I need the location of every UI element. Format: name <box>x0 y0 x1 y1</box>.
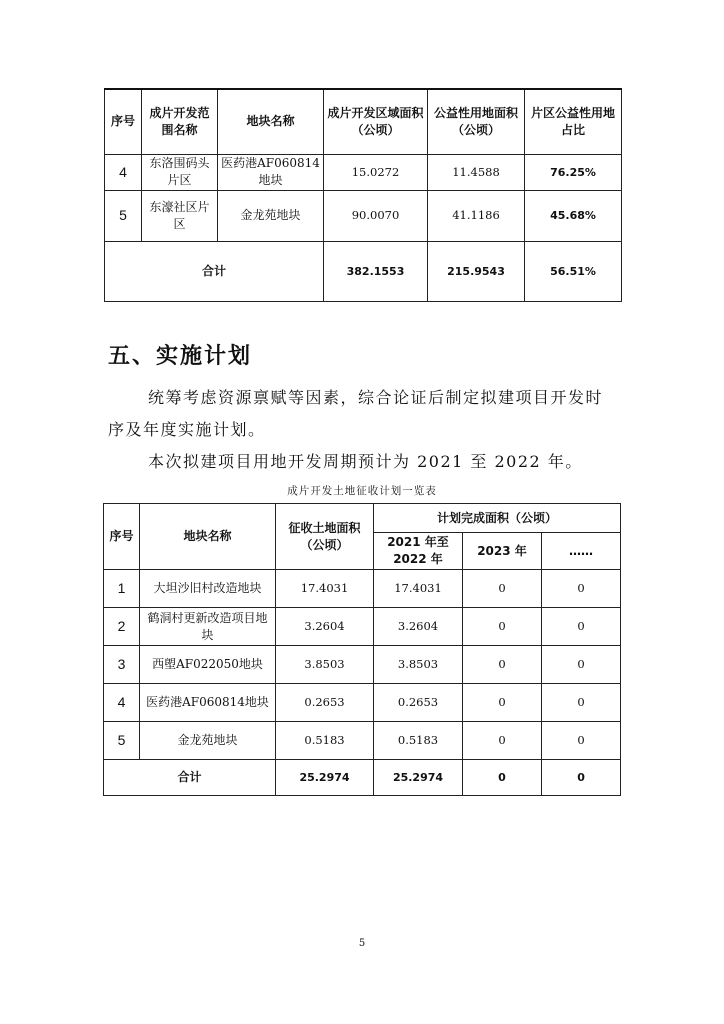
header-acquire-area: 征收土地面积（公顷） <box>276 504 374 570</box>
header-ratio: 片区公益性用地占比 <box>525 89 622 154</box>
row-index: 4 <box>105 154 142 190</box>
row-index: 4 <box>104 684 140 722</box>
table-row <box>104 646 621 684</box>
row-more: 0 <box>542 646 621 684</box>
table-row <box>104 684 621 722</box>
row-total-area: 15.0272 <box>324 154 428 190</box>
header-plan-group: 计划完成面积（公顷） <box>374 504 621 533</box>
row-more: 0 <box>542 722 621 760</box>
table-caption: 成片开发土地征收计划一览表 <box>287 485 437 497</box>
row-plot-name: 医药港AF060814地块 <box>218 154 324 190</box>
row-plot-name: 鹤洞村更新改造项目地块 <box>140 608 276 646</box>
row-acquire-area: 17.4031 <box>276 570 374 608</box>
development-area-table <box>104 88 622 302</box>
row-plot-name: 金龙苑地块 <box>140 722 276 760</box>
row-2023: 0 <box>463 608 542 646</box>
row-2023: 0 <box>463 722 542 760</box>
row-index: 2 <box>104 608 140 646</box>
row-public-area: 41.1186 <box>428 190 525 241</box>
row-more: 0 <box>542 570 621 608</box>
total-2021-2022: 25.2974 <box>374 760 463 796</box>
row-index: 5 <box>104 722 140 760</box>
header-area-name: 成片开发范围名称 <box>142 89 218 154</box>
total-2023: 0 <box>463 760 542 796</box>
table-row <box>104 570 621 608</box>
table-row <box>104 722 621 760</box>
row-ratio: 76.25% <box>525 154 622 190</box>
total-row <box>104 760 621 796</box>
row-public-area: 11.4588 <box>428 154 525 190</box>
page-number: 5 <box>358 938 366 949</box>
row-2021-2022: 3.8503 <box>374 646 463 684</box>
row-ratio: 45.68% <box>525 190 622 241</box>
table-row <box>105 190 622 241</box>
row-area-name: 东濠社区片区 <box>142 190 218 241</box>
total-acquire-area: 25.2974 <box>276 760 374 796</box>
total-label: 合计 <box>105 241 324 301</box>
table-header-row <box>105 89 622 154</box>
row-more: 0 <box>542 684 621 722</box>
header-2021-2022: 2021 年至 2022 年 <box>374 533 463 570</box>
row-acquire-area: 3.2604 <box>276 608 374 646</box>
row-2023: 0 <box>463 646 542 684</box>
row-index: 3 <box>104 646 140 684</box>
row-acquire-area: 0.5183 <box>276 722 374 760</box>
row-total-area: 90.0070 <box>324 190 428 241</box>
row-2021-2022: 0.5183 <box>374 722 463 760</box>
row-2021-2022: 17.4031 <box>374 570 463 608</box>
total-public-area: 215.9543 <box>428 241 525 301</box>
paragraph: 统筹考虑资源禀赋等因素，综合论证后制定拟建项目开发时序及年度实施计划。 <box>108 388 604 439</box>
row-2023: 0 <box>463 570 542 608</box>
total-label: 合计 <box>104 760 276 796</box>
row-2021-2022: 0.2653 <box>374 684 463 722</box>
row-2023: 0 <box>463 684 542 722</box>
paragraph: 本次拟建项目用地开发周期预计为 2021 至 2022 年。 <box>148 452 583 471</box>
row-plot-name: 大坦沙旧村改造地块 <box>140 570 276 608</box>
header-2023: 2023 年 <box>463 533 542 570</box>
row-index: 5 <box>105 190 142 241</box>
header-plot-name: 地块名称 <box>218 89 324 154</box>
header-plot-name: 地块名称 <box>140 504 276 570</box>
section-title: 五、实施计划 <box>108 344 253 369</box>
header-index: 序号 <box>104 504 140 570</box>
row-plot-name: 西塱AF022050地块 <box>140 646 276 684</box>
row-acquire-area: 3.8503 <box>276 646 374 684</box>
table-header-row <box>104 504 621 533</box>
row-plot-name: 金龙苑地块 <box>218 190 324 241</box>
header-total-area: 成片开发区域面积（公顷） <box>324 89 428 154</box>
row-acquire-area: 0.2653 <box>276 684 374 722</box>
table-row <box>104 608 621 646</box>
row-more: 0 <box>542 608 621 646</box>
total-ratio: 56.51% <box>525 241 622 301</box>
row-area-name: 东洛围码头片区 <box>142 154 218 190</box>
row-2021-2022: 3.2604 <box>374 608 463 646</box>
header-index: 序号 <box>105 89 142 154</box>
table-row <box>105 154 622 190</box>
total-more: 0 <box>542 760 621 796</box>
row-plot-name: 医药港AF060814地块 <box>140 684 276 722</box>
total-row <box>105 241 622 301</box>
row-index: 1 <box>104 570 140 608</box>
header-more: …… <box>542 533 621 570</box>
header-public-area: 公益性用地面积（公顷） <box>428 89 525 154</box>
total-area: 382.1553 <box>324 241 428 301</box>
land-acquisition-plan-table <box>103 503 621 796</box>
